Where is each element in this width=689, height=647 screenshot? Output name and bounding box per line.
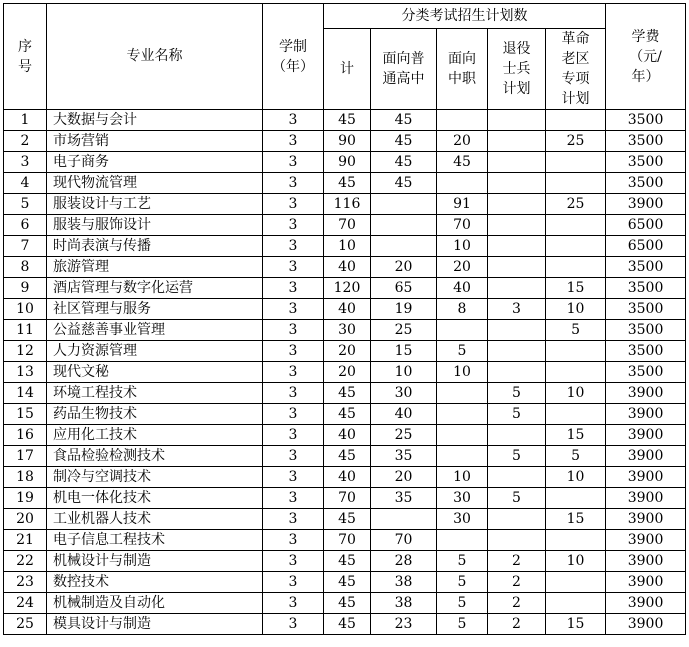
cell-total: 45 (324, 572, 371, 593)
cell-seq: 25 (4, 614, 47, 635)
cell-fee: 3500 (606, 299, 686, 320)
cell-name: 社区管理与服务 (47, 299, 263, 320)
cell-years: 3 (263, 425, 324, 446)
table-row (4, 320, 686, 341)
header-seq: 序 号 (4, 4, 47, 110)
cell-total: 45 (324, 593, 371, 614)
header-general: 面向普 通高中 (371, 29, 437, 110)
cell-total: 40 (324, 299, 371, 320)
cell-years: 3 (263, 194, 324, 215)
cell-name: 市场营销 (47, 131, 263, 152)
cell-seq: 11 (4, 320, 47, 341)
cell-seq: 17 (4, 446, 47, 467)
cell-total: 45 (324, 383, 371, 404)
cell-veteran (488, 467, 546, 488)
cell-general: 30 (371, 383, 437, 404)
cell-years: 3 (263, 593, 324, 614)
cell-vocational (437, 425, 488, 446)
cell-years: 3 (263, 383, 324, 404)
cell-revolutionary (546, 173, 606, 194)
cell-total: 40 (324, 257, 371, 278)
cell-seq: 16 (4, 425, 47, 446)
cell-revolutionary (546, 593, 606, 614)
cell-name: 旅游管理 (47, 257, 263, 278)
cell-name: 人力资源管理 (47, 341, 263, 362)
cell-vocational: 45 (437, 152, 488, 173)
cell-total: 70 (324, 215, 371, 236)
cell-name: 机械制造及自动化 (47, 593, 263, 614)
cell-general: 45 (371, 152, 437, 173)
cell-total: 116 (324, 194, 371, 215)
cell-total: 20 (324, 341, 371, 362)
cell-vocational (437, 530, 488, 551)
cell-seq: 22 (4, 551, 47, 572)
cell-revolutionary: 15 (546, 509, 606, 530)
cell-revolutionary: 10 (546, 383, 606, 404)
cell-name: 服装与服饰设计 (47, 215, 263, 236)
cell-veteran: 2 (488, 551, 546, 572)
cell-seq: 14 (4, 383, 47, 404)
cell-name: 制冷与空调技术 (47, 467, 263, 488)
cell-vocational: 30 (437, 509, 488, 530)
cell-revolutionary (546, 110, 606, 131)
cell-seq: 12 (4, 341, 47, 362)
cell-name: 酒店管理与数字化运营 (47, 278, 263, 299)
cell-veteran (488, 131, 546, 152)
cell-name: 应用化工技术 (47, 425, 263, 446)
table-row (4, 572, 686, 593)
cell-total: 120 (324, 278, 371, 299)
cell-vocational: 10 (437, 362, 488, 383)
cell-name: 机电一体化技术 (47, 488, 263, 509)
cell-years: 3 (263, 446, 324, 467)
cell-vocational: 5 (437, 614, 488, 635)
table-row (4, 614, 686, 635)
cell-vocational: 5 (437, 341, 488, 362)
cell-years: 3 (263, 362, 324, 383)
cell-veteran (488, 215, 546, 236)
cell-fee: 6500 (606, 215, 686, 236)
cell-fee: 3900 (606, 551, 686, 572)
cell-seq: 3 (4, 152, 47, 173)
cell-veteran: 5 (488, 383, 546, 404)
cell-revolutionary (546, 341, 606, 362)
cell-years: 3 (263, 236, 324, 257)
cell-revolutionary: 15 (546, 614, 606, 635)
table-row (4, 194, 686, 215)
cell-fee: 3500 (606, 320, 686, 341)
cell-name: 模具设计与制造 (47, 614, 263, 635)
table-row (4, 257, 686, 278)
cell-total: 45 (324, 173, 371, 194)
cell-vocational: 5 (437, 572, 488, 593)
cell-years: 3 (263, 110, 324, 131)
cell-revolutionary: 5 (546, 446, 606, 467)
cell-veteran: 5 (488, 446, 546, 467)
cell-general: 20 (371, 257, 437, 278)
table-row (4, 299, 686, 320)
cell-fee: 3500 (606, 110, 686, 131)
cell-veteran (488, 257, 546, 278)
cell-general (371, 194, 437, 215)
table-row (4, 278, 686, 299)
cell-seq: 10 (4, 299, 47, 320)
cell-fee: 3500 (606, 362, 686, 383)
table-row (4, 467, 686, 488)
table-row (4, 236, 686, 257)
header-veteran: 退役 士兵 计划 (488, 29, 546, 110)
cell-total: 70 (324, 530, 371, 551)
cell-veteran: 2 (488, 572, 546, 593)
cell-fee: 3900 (606, 425, 686, 446)
cell-revolutionary: 25 (546, 194, 606, 215)
cell-fee: 6500 (606, 236, 686, 257)
cell-years: 3 (263, 131, 324, 152)
cell-fee: 3500 (606, 341, 686, 362)
cell-seq: 19 (4, 488, 47, 509)
cell-total: 45 (324, 509, 371, 530)
table-row (4, 425, 686, 446)
cell-general: 23 (371, 614, 437, 635)
cell-total: 40 (324, 425, 371, 446)
table-body (4, 110, 686, 635)
cell-general: 19 (371, 299, 437, 320)
cell-veteran (488, 110, 546, 131)
header-vocational: 面向 中职 (437, 29, 488, 110)
cell-name: 时尚表演与传播 (47, 236, 263, 257)
cell-years: 3 (263, 572, 324, 593)
cell-name: 公益慈善事业管理 (47, 320, 263, 341)
cell-fee: 3900 (606, 446, 686, 467)
cell-general: 20 (371, 467, 437, 488)
cell-fee: 3900 (606, 593, 686, 614)
cell-years: 3 (263, 467, 324, 488)
cell-seq: 8 (4, 257, 47, 278)
cell-years: 3 (263, 278, 324, 299)
cell-general: 45 (371, 173, 437, 194)
cell-seq: 18 (4, 467, 47, 488)
cell-fee: 3900 (606, 614, 686, 635)
cell-veteran (488, 320, 546, 341)
cell-veteran (488, 509, 546, 530)
header-row-top (4, 4, 686, 29)
cell-seq: 20 (4, 509, 47, 530)
table-row (4, 446, 686, 467)
cell-revolutionary: 15 (546, 425, 606, 446)
cell-revolutionary (546, 257, 606, 278)
cell-years: 3 (263, 152, 324, 173)
header-name: 专业名称 (47, 4, 263, 110)
enrollment-plan-table (3, 3, 686, 635)
table-row (4, 383, 686, 404)
cell-veteran (488, 362, 546, 383)
cell-seq: 2 (4, 131, 47, 152)
cell-revolutionary (546, 530, 606, 551)
cell-general (371, 236, 437, 257)
cell-total: 90 (324, 152, 371, 173)
cell-fee: 3900 (606, 383, 686, 404)
cell-years: 3 (263, 215, 324, 236)
cell-vocational: 5 (437, 593, 488, 614)
cell-years: 3 (263, 404, 324, 425)
cell-seq: 6 (4, 215, 47, 236)
cell-revolutionary: 25 (546, 131, 606, 152)
cell-total: 90 (324, 131, 371, 152)
table-row (4, 110, 686, 131)
cell-years: 3 (263, 173, 324, 194)
cell-name: 工业机器人技术 (47, 509, 263, 530)
table-row (4, 362, 686, 383)
cell-vocational: 10 (437, 236, 488, 257)
cell-fee: 3500 (606, 152, 686, 173)
table-row (4, 593, 686, 614)
cell-general: 28 (371, 551, 437, 572)
header-fee: 学费 （元/ 年） (606, 4, 686, 110)
cell-name: 服装设计与工艺 (47, 194, 263, 215)
header-revolutionary: 革命 老区 专项 计划 (546, 29, 606, 110)
cell-total: 45 (324, 446, 371, 467)
cell-revolutionary: 10 (546, 467, 606, 488)
cell-vocational: 40 (437, 278, 488, 299)
table-row (4, 404, 686, 425)
cell-vocational: 5 (437, 551, 488, 572)
cell-revolutionary: 10 (546, 551, 606, 572)
cell-total: 45 (324, 404, 371, 425)
cell-revolutionary (546, 572, 606, 593)
cell-revolutionary (546, 236, 606, 257)
cell-name: 食品检验检测技术 (47, 446, 263, 467)
cell-years: 3 (263, 488, 324, 509)
cell-seq: 4 (4, 173, 47, 194)
cell-general: 38 (371, 593, 437, 614)
cell-years: 3 (263, 509, 324, 530)
cell-vocational: 10 (437, 467, 488, 488)
cell-total: 30 (324, 320, 371, 341)
table-row (4, 488, 686, 509)
cell-years: 3 (263, 299, 324, 320)
cell-name: 电子信息工程技术 (47, 530, 263, 551)
cell-veteran (488, 236, 546, 257)
cell-vocational (437, 320, 488, 341)
table-row (4, 131, 686, 152)
cell-vocational: 30 (437, 488, 488, 509)
table-row (4, 215, 686, 236)
cell-fee: 3900 (606, 488, 686, 509)
cell-revolutionary (546, 362, 606, 383)
cell-name: 药品生物技术 (47, 404, 263, 425)
cell-seq: 15 (4, 404, 47, 425)
cell-general: 25 (371, 425, 437, 446)
cell-vocational (437, 383, 488, 404)
cell-veteran (488, 341, 546, 362)
cell-general: 25 (371, 320, 437, 341)
cell-seq: 7 (4, 236, 47, 257)
cell-revolutionary: 5 (546, 320, 606, 341)
cell-veteran: 2 (488, 614, 546, 635)
cell-fee: 3900 (606, 404, 686, 425)
cell-vocational (437, 404, 488, 425)
cell-veteran: 3 (488, 299, 546, 320)
cell-fee: 3900 (606, 194, 686, 215)
cell-general: 45 (371, 131, 437, 152)
cell-general: 45 (371, 110, 437, 131)
cell-vocational: 20 (437, 131, 488, 152)
cell-vocational: 8 (437, 299, 488, 320)
enrollment-plan-table-wrapper (3, 3, 686, 635)
header-total: 计 (324, 29, 371, 110)
cell-revolutionary (546, 215, 606, 236)
cell-revolutionary (546, 152, 606, 173)
header-years: 学制 （年） (263, 4, 324, 110)
cell-total: 45 (324, 551, 371, 572)
cell-revolutionary (546, 488, 606, 509)
cell-general: 38 (371, 572, 437, 593)
cell-general: 15 (371, 341, 437, 362)
cell-seq: 21 (4, 530, 47, 551)
cell-name: 大数据与会计 (47, 110, 263, 131)
cell-general: 40 (371, 404, 437, 425)
cell-veteran: 5 (488, 404, 546, 425)
cell-revolutionary: 10 (546, 299, 606, 320)
cell-veteran (488, 194, 546, 215)
cell-name: 现代物流管理 (47, 173, 263, 194)
cell-total: 45 (324, 614, 371, 635)
cell-total: 70 (324, 488, 371, 509)
cell-revolutionary (546, 404, 606, 425)
table-row (4, 173, 686, 194)
cell-fee: 3500 (606, 257, 686, 278)
cell-years: 3 (263, 551, 324, 572)
cell-fee: 3900 (606, 467, 686, 488)
cell-fee: 3900 (606, 572, 686, 593)
cell-seq: 1 (4, 110, 47, 131)
cell-total: 20 (324, 362, 371, 383)
cell-vocational: 20 (437, 257, 488, 278)
cell-veteran: 5 (488, 488, 546, 509)
cell-general: 65 (371, 278, 437, 299)
cell-seq: 9 (4, 278, 47, 299)
cell-total: 10 (324, 236, 371, 257)
cell-name: 环境工程技术 (47, 383, 263, 404)
cell-seq: 13 (4, 362, 47, 383)
cell-years: 3 (263, 320, 324, 341)
cell-name: 机械设计与制造 (47, 551, 263, 572)
cell-fee: 3500 (606, 131, 686, 152)
header-plan-group: 分类考试招生计划数 (324, 4, 606, 29)
table-row (4, 341, 686, 362)
cell-vocational (437, 173, 488, 194)
cell-years: 3 (263, 257, 324, 278)
cell-total: 45 (324, 110, 371, 131)
cell-name: 电子商务 (47, 152, 263, 173)
table-row (4, 152, 686, 173)
cell-fee: 3900 (606, 530, 686, 551)
cell-vocational (437, 446, 488, 467)
cell-total: 40 (324, 467, 371, 488)
cell-veteran: 2 (488, 593, 546, 614)
cell-fee: 3900 (606, 509, 686, 530)
cell-years: 3 (263, 341, 324, 362)
table-row (4, 509, 686, 530)
cell-fee: 3500 (606, 173, 686, 194)
cell-veteran (488, 425, 546, 446)
cell-veteran (488, 173, 546, 194)
cell-years: 3 (263, 614, 324, 635)
cell-seq: 24 (4, 593, 47, 614)
cell-vocational: 91 (437, 194, 488, 215)
cell-years: 3 (263, 530, 324, 551)
cell-general: 70 (371, 530, 437, 551)
cell-vocational (437, 110, 488, 131)
table-row (4, 551, 686, 572)
cell-general: 35 (371, 488, 437, 509)
cell-general (371, 215, 437, 236)
cell-name: 现代文秘 (47, 362, 263, 383)
cell-revolutionary: 15 (546, 278, 606, 299)
cell-seq: 5 (4, 194, 47, 215)
cell-general: 35 (371, 446, 437, 467)
cell-vocational: 70 (437, 215, 488, 236)
cell-fee: 3500 (606, 278, 686, 299)
cell-veteran (488, 152, 546, 173)
cell-general: 10 (371, 362, 437, 383)
cell-name: 数控技术 (47, 572, 263, 593)
cell-general (371, 509, 437, 530)
cell-veteran (488, 530, 546, 551)
cell-seq: 23 (4, 572, 47, 593)
cell-veteran (488, 278, 546, 299)
table-row (4, 530, 686, 551)
